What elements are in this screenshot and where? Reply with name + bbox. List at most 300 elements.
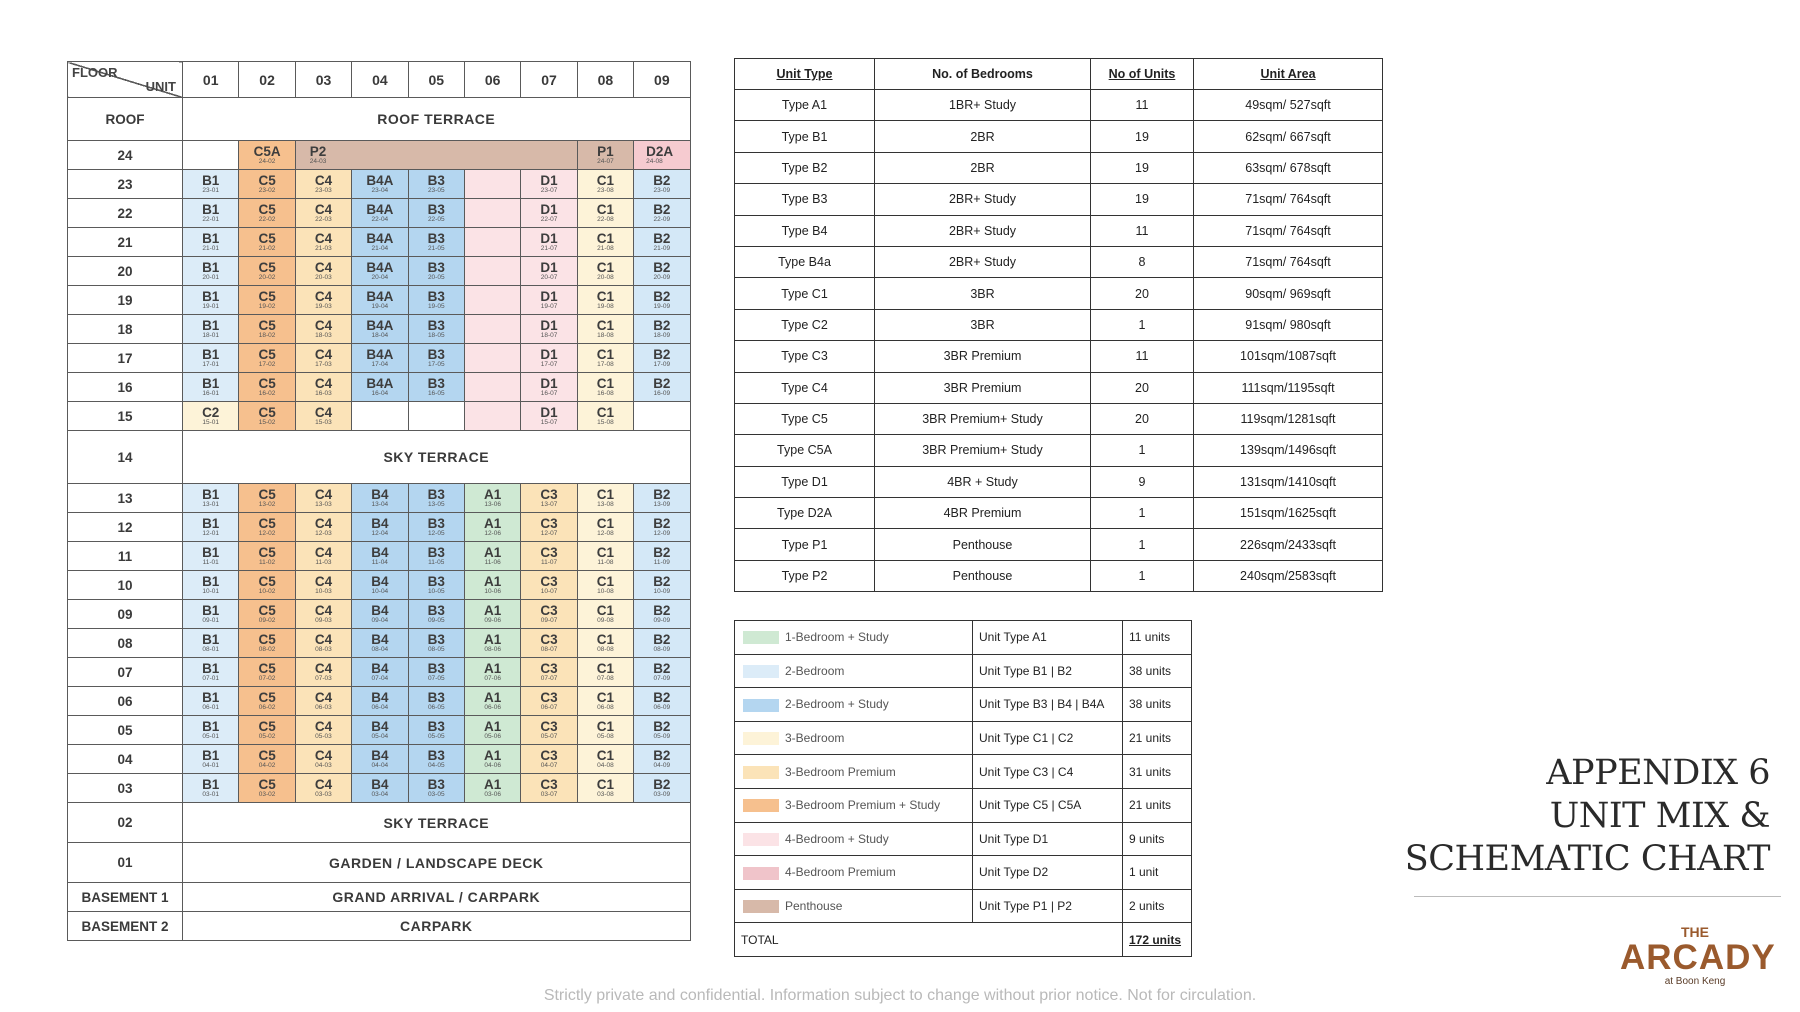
floor-row-24: [68, 141, 691, 170]
units-cell: 19: [1091, 152, 1194, 183]
legend-units-cell: 38 units: [1123, 688, 1192, 722]
unit-cell: [352, 658, 408, 687]
unit-column-header: 06: [464, 62, 520, 98]
unit-cell: [239, 687, 295, 716]
unit-table-row: [735, 152, 1383, 183]
unit-cell: [183, 513, 239, 542]
unit-cell: [464, 716, 520, 745]
unit-code: 06-08: [597, 704, 614, 711]
units-cell: 1: [1091, 560, 1194, 591]
unit-cell: [521, 170, 577, 199]
unit-cell: [352, 228, 408, 257]
unit-cell: [577, 286, 633, 315]
empty-cell: [464, 257, 520, 286]
unit-cell: [634, 315, 690, 344]
unit-type-label: C5: [258, 260, 276, 275]
unit-cell: [408, 774, 464, 803]
unit-type-label: B3: [427, 690, 445, 705]
unit-type-label: C1: [596, 260, 615, 275]
unit-code: 15-02: [258, 419, 276, 426]
empty-cell: [183, 141, 239, 170]
unit-code: 03-07: [540, 791, 558, 798]
unit-cell: [352, 542, 408, 571]
unit-code: 09-01: [202, 617, 219, 624]
unit-table-row: [735, 466, 1383, 497]
unit-code: 19-08: [597, 303, 614, 310]
legend-units-cell: 31 units: [1123, 755, 1192, 789]
floor-label: 02: [68, 803, 183, 843]
header-area: Unit Area: [1194, 59, 1383, 90]
unit-cell: [521, 745, 577, 774]
unit-cell: [521, 774, 577, 803]
bedrooms-cell: 2BR+ Study: [875, 184, 1091, 215]
unit-table-row: [735, 498, 1383, 529]
floor-row: [68, 629, 691, 658]
unit-type-label: C4: [314, 632, 333, 647]
unit-cell: [239, 402, 295, 431]
legend-swatch: [743, 799, 779, 812]
unit-cell: [577, 402, 633, 431]
unit-cell: [352, 745, 408, 774]
units-cell: 20: [1091, 372, 1194, 403]
unit-cell: [521, 344, 577, 373]
unit-code: 08-04: [371, 646, 389, 653]
unit-code: 10-09: [653, 588, 671, 595]
empty-cell: [352, 402, 408, 431]
unit-type-label: C4: [314, 603, 333, 618]
unit-code: 06-01: [202, 704, 219, 711]
unit-type-label: C4: [314, 487, 333, 502]
unit-code: 20-03: [315, 274, 332, 281]
unit-code: 18-05: [427, 332, 445, 339]
logo-the: THE: [1681, 924, 1709, 940]
appendix-line-3: SCHEMATIC CHART: [1404, 839, 1770, 879]
unit-cell: [577, 141, 633, 170]
unit-column-header: 09: [634, 62, 690, 98]
unit-type-label: B3: [427, 289, 445, 304]
unit-column-header: 04: [352, 62, 408, 98]
unit-type-label: C5: [258, 748, 276, 763]
unit-cell: [521, 716, 577, 745]
units-cell: 8: [1091, 246, 1194, 277]
unit-code: 21-01: [202, 245, 219, 252]
corner-unit-label: UNIT: [145, 79, 176, 94]
unit-code: 08-08: [597, 646, 614, 653]
unit-type-label: C1: [596, 661, 615, 676]
area-cell: 90sqm/ 969sqft: [1194, 278, 1383, 309]
unit-type-label: C5: [258, 202, 276, 217]
legend-label: 2-Bedroom + Study: [785, 697, 889, 712]
appendix-line-1: APPENDIX 6: [1546, 753, 1770, 793]
unit-table-row: [735, 435, 1383, 466]
legend-types-cell: Unit Type C1 | C2: [973, 721, 1123, 755]
unit-type-label: B3: [427, 777, 445, 792]
unit-cell: [408, 658, 464, 687]
unit-type-cell: Type C1: [735, 278, 875, 309]
unit-type-cell: Type C2: [735, 309, 875, 340]
unit-cell: [464, 600, 520, 629]
unit-type-label: B4A: [366, 202, 394, 217]
unit-code: 18-08: [597, 332, 614, 339]
unit-type-label: C3: [540, 487, 558, 502]
unit-type-label: C3: [540, 516, 558, 531]
basement-2-row: [68, 912, 691, 941]
unit-code: 10-06: [484, 588, 501, 595]
unit-cell: [577, 257, 633, 286]
unit-code: 09-08: [597, 617, 614, 624]
unit-type-label: B4A: [366, 289, 394, 304]
unit-table-row: [735, 215, 1383, 246]
unit-code: 12-08: [597, 530, 614, 537]
unit-type-label: B2: [653, 690, 671, 705]
unit-code: 11-07: [540, 559, 558, 566]
unit-type-label: B4: [371, 545, 389, 560]
unit-code: 05-07: [540, 733, 558, 740]
unit-type-label: C1: [596, 603, 615, 618]
unit-code: 22-08: [597, 216, 614, 223]
unit-code: 19-09: [653, 303, 671, 310]
unit-type-label: B2: [653, 574, 671, 589]
unit-cell: [634, 513, 690, 542]
unit-type-table: [734, 58, 1383, 592]
area-cell: 91sqm/ 980sqft: [1194, 309, 1383, 340]
unit-table-row: [735, 372, 1383, 403]
unit-type-label: C4: [314, 231, 333, 246]
unit-cell: [183, 687, 239, 716]
unit-code: 07-09: [653, 675, 671, 682]
unit-type-label: C5: [258, 405, 276, 420]
unit-cell: [521, 571, 577, 600]
unit-type-label: B2: [653, 661, 671, 676]
empty-cell: [464, 373, 520, 402]
unit-cell: [634, 344, 690, 373]
unit-type-cell: Type C3: [735, 341, 875, 372]
band-label: GRAND ARRIVAL / CARPARK: [183, 883, 691, 912]
unit-code: 06-03: [315, 704, 332, 711]
unit-cell: [634, 629, 690, 658]
unit-cell: [295, 629, 351, 658]
unit-type-label: B1: [202, 487, 220, 502]
unit-type-cell: Type D1: [735, 466, 875, 497]
unit-type-label: C3: [540, 690, 558, 705]
legend-units-cell: 1 unit: [1123, 856, 1192, 890]
unit-cell: [183, 228, 239, 257]
unit-code: 17-02: [258, 361, 276, 368]
unit-code: 19-02: [258, 303, 276, 310]
unit-type-cell: Type B2: [735, 152, 875, 183]
unit-cell: [183, 402, 239, 431]
unit-type-label: C3: [540, 748, 558, 763]
bedrooms-cell: 3BR Premium: [875, 372, 1091, 403]
corner-floor-label: FLOOR: [72, 65, 118, 80]
unit-code: 04-03: [315, 762, 332, 769]
unit-cell: [521, 257, 577, 286]
unit-code: 22-03: [315, 216, 332, 223]
unit-type-label: C4: [314, 661, 333, 676]
unit-code: 16-01: [202, 390, 219, 397]
legend-units-cell: 38 units: [1123, 654, 1192, 688]
unit-code: 22-07: [540, 216, 558, 223]
unit-type-label: C4: [314, 173, 333, 188]
unit-cell: [295, 542, 351, 571]
unit-type-cell: Type C4: [735, 372, 875, 403]
title-divider: [1414, 896, 1781, 897]
floor-label: 23: [68, 170, 183, 199]
unit-code: 10-01: [202, 588, 219, 595]
unit-type-cell: Type C5: [735, 403, 875, 434]
unit-type-label: C5: [258, 376, 276, 391]
legend-row: [735, 856, 1192, 890]
unit-code: 18-03: [315, 332, 332, 339]
unit-type-label: B3: [427, 574, 445, 589]
unit-code: 19-05: [427, 303, 445, 310]
unit-type-label: C1: [596, 202, 615, 217]
unit-code: 23-07: [540, 187, 558, 194]
legend-units-cell: 2 units: [1123, 889, 1192, 923]
floor-row: [68, 373, 691, 402]
unit-type-label: D1: [540, 376, 558, 391]
unit-type-label: C4: [314, 748, 333, 763]
unit-cell: [408, 600, 464, 629]
unit-code: 22-01: [202, 216, 219, 223]
unit-cell: [295, 257, 351, 286]
unit-cell: [295, 484, 351, 513]
unit-table-row: [735, 184, 1383, 215]
legend-row: [735, 721, 1192, 755]
arcady-logo: [1620, 924, 1776, 988]
unit-cell: [239, 344, 295, 373]
floor-label: 11: [68, 542, 183, 571]
unit-type-label: B2: [653, 289, 671, 304]
unit-code: 18-09: [653, 332, 671, 339]
unit-cell: [464, 484, 520, 513]
unit-type-label: C4: [314, 405, 333, 420]
unit-cell: [295, 687, 351, 716]
floor-row-15: [68, 402, 691, 431]
area-cell: 131sqm/1410sqft: [1194, 466, 1383, 497]
unit-code: 20-05: [427, 274, 445, 281]
unit-type-label: C5: [258, 289, 276, 304]
unit-cell: [634, 228, 690, 257]
area-cell: 139sqm/1496sqft: [1194, 435, 1383, 466]
band-label: ROOF TERRACE: [183, 98, 691, 141]
empty-cell: [464, 228, 520, 257]
unit-cell: [577, 344, 633, 373]
unit-code: 06-06: [484, 704, 501, 711]
unit-type-label: B1: [202, 347, 220, 362]
unit-type-label: B1: [202, 318, 220, 333]
unit-code: 16-02: [258, 390, 276, 397]
unit-code: 15-01: [202, 419, 219, 426]
unit-code: 03-08: [597, 791, 614, 798]
unit-code: 03-02: [258, 791, 276, 798]
unit-type-label: D1: [540, 405, 558, 420]
unit-code: 12-04: [371, 530, 389, 537]
units-cell: 19: [1091, 121, 1194, 152]
unit-code: 10-05: [427, 588, 445, 595]
unit-code: 08-02: [258, 646, 276, 653]
empty-cell: [464, 170, 520, 199]
unit-type-label: B3: [427, 516, 445, 531]
legend-units-cell: 21 units: [1123, 788, 1192, 822]
unit-code: 15-07: [540, 419, 558, 426]
unit-cell: [634, 141, 690, 170]
unit-cell: [352, 257, 408, 286]
unit-cell: [577, 745, 633, 774]
units-cell: 19: [1091, 184, 1194, 215]
unit-type-label: B3: [427, 376, 445, 391]
unit-cell: [239, 542, 295, 571]
unit-code: 04-04: [371, 762, 389, 769]
sky-terrace-02-row: [68, 803, 691, 843]
empty-cell: [464, 199, 520, 228]
appendix-title: [1405, 752, 1770, 881]
unit-cell: [352, 344, 408, 373]
legend-units-cell: 21 units: [1123, 721, 1192, 755]
unit-cell: [295, 513, 351, 542]
area-cell: 63sqm/ 678sqft: [1194, 152, 1383, 183]
band-label: GARDEN / LANDSCAPE DECK: [183, 843, 691, 883]
area-cell: 62sqm/ 667sqft: [1194, 121, 1383, 152]
unit-cell: [408, 716, 464, 745]
unit-cell: [295, 402, 351, 431]
band-label: CARPARK: [183, 912, 691, 941]
unit-cell: [183, 542, 239, 571]
floor-label: 22: [68, 199, 183, 228]
unit-code: 16-09: [653, 390, 671, 397]
unit-type-label: C5: [258, 574, 276, 589]
unit-cell: [577, 513, 633, 542]
unit-type-label: C5: [258, 487, 276, 502]
unit-code: 07-02: [258, 675, 276, 682]
band-label: SKY TERRACE: [183, 431, 691, 484]
legend-label: 4-Bedroom Premium: [785, 865, 896, 880]
unit-code: 06-07: [540, 704, 558, 711]
unit-type-label: C1: [596, 318, 615, 333]
legend-units-cell: 9 units: [1123, 822, 1192, 856]
empty-cell: [634, 402, 690, 431]
unit-cell: [295, 170, 351, 199]
unit-code: 12-07: [540, 530, 558, 537]
unit-code: 22-02: [258, 216, 276, 223]
unit-table-row: [735, 403, 1383, 434]
unit-code: 24-07: [597, 158, 614, 165]
unit-type-label: C4: [314, 318, 333, 333]
floor-row: [68, 774, 691, 803]
unit-type-label: A1: [484, 574, 502, 589]
legend-row: [735, 621, 1192, 655]
unit-cell: [295, 658, 351, 687]
unit-cell: [239, 484, 295, 513]
unit-table-row: [735, 90, 1383, 121]
unit-code: 20-01: [202, 274, 219, 281]
unit-type-label: C5: [258, 173, 276, 188]
schematic-header-row: [68, 62, 691, 98]
unit-code: 06-02: [258, 704, 276, 711]
unit-cell: [464, 629, 520, 658]
unit-code: 13-08: [597, 501, 614, 508]
floor-label: 08: [68, 629, 183, 658]
unit-cell: [239, 286, 295, 315]
unit-type-label: B2: [653, 777, 671, 792]
unit-cell: [183, 658, 239, 687]
unit-type-label: C5: [258, 347, 276, 362]
unit-type-label: B4A: [366, 231, 394, 246]
unit-cell: [634, 600, 690, 629]
unit-cell: [408, 257, 464, 286]
unit-type-label: C5: [258, 318, 276, 333]
unit-cell: [634, 286, 690, 315]
floor-row: [68, 571, 691, 600]
unit-type-label: C2: [202, 405, 220, 420]
unit-type-label: C3: [540, 574, 558, 589]
unit-code: 07-05: [427, 675, 445, 682]
unit-type-label: C4: [314, 777, 333, 792]
unit-code: 12-03: [315, 530, 332, 537]
unit-type-label: D1: [540, 347, 558, 362]
unit-cell: [577, 228, 633, 257]
bedrooms-cell: 2BR: [875, 152, 1091, 183]
unit-code: 08-06: [484, 646, 501, 653]
unit-cell: [239, 141, 295, 170]
unit-cell: [634, 774, 690, 803]
empty-cell: [464, 344, 520, 373]
unit-table-row: [735, 278, 1383, 309]
legend-label: 1-Bedroom + Study: [785, 630, 889, 645]
sky-terrace-14-row: [68, 431, 691, 484]
area-cell: 49sqm/ 527sqft: [1194, 90, 1383, 121]
unit-type-cell: Type P2: [735, 560, 875, 591]
unit-type-label: B1: [202, 603, 220, 618]
units-cell: 1: [1091, 435, 1194, 466]
floor-label: 04: [68, 745, 183, 774]
unit-cell: [521, 199, 577, 228]
unit-code: 20-08: [597, 274, 614, 281]
unit-code: 17-05: [427, 361, 445, 368]
unit-code: 04-01: [202, 762, 219, 769]
unit-code: 08-07: [540, 646, 558, 653]
unit-code: 06-05: [427, 704, 445, 711]
unit-table-row: [735, 121, 1383, 152]
legend-label: 2-Bedroom: [785, 663, 845, 678]
unit-cell: [183, 600, 239, 629]
units-cell: 20: [1091, 278, 1194, 309]
unit-cell: [634, 745, 690, 774]
unit-cell: [521, 658, 577, 687]
total-units: 172 units: [1123, 923, 1192, 957]
floor-label: 16: [68, 373, 183, 402]
unit-code: 04-08: [597, 762, 614, 769]
unit-type-label: B2: [653, 516, 671, 531]
unit-type-label: B2: [653, 318, 671, 333]
floor-row: [68, 658, 691, 687]
legend-swatch: [743, 833, 779, 846]
unit-type-label: C4: [314, 574, 333, 589]
unit-code: 09-09: [653, 617, 671, 624]
unit-cell: [464, 571, 520, 600]
floor-row: [68, 542, 691, 571]
unit-type-label: B4: [371, 487, 389, 502]
unit-code: 22-05: [427, 216, 445, 223]
bedrooms-cell: 3BR Premium: [875, 341, 1091, 372]
unit-type-label: C1: [596, 516, 615, 531]
logo-sub: at Boon Keng: [1664, 976, 1726, 987]
unit-type-label: B3: [427, 318, 445, 333]
units-cell: 1: [1091, 529, 1194, 560]
bedrooms-cell: Penthouse: [875, 529, 1091, 560]
unit-cell: [352, 600, 408, 629]
unit-code: 23-08: [597, 187, 614, 194]
